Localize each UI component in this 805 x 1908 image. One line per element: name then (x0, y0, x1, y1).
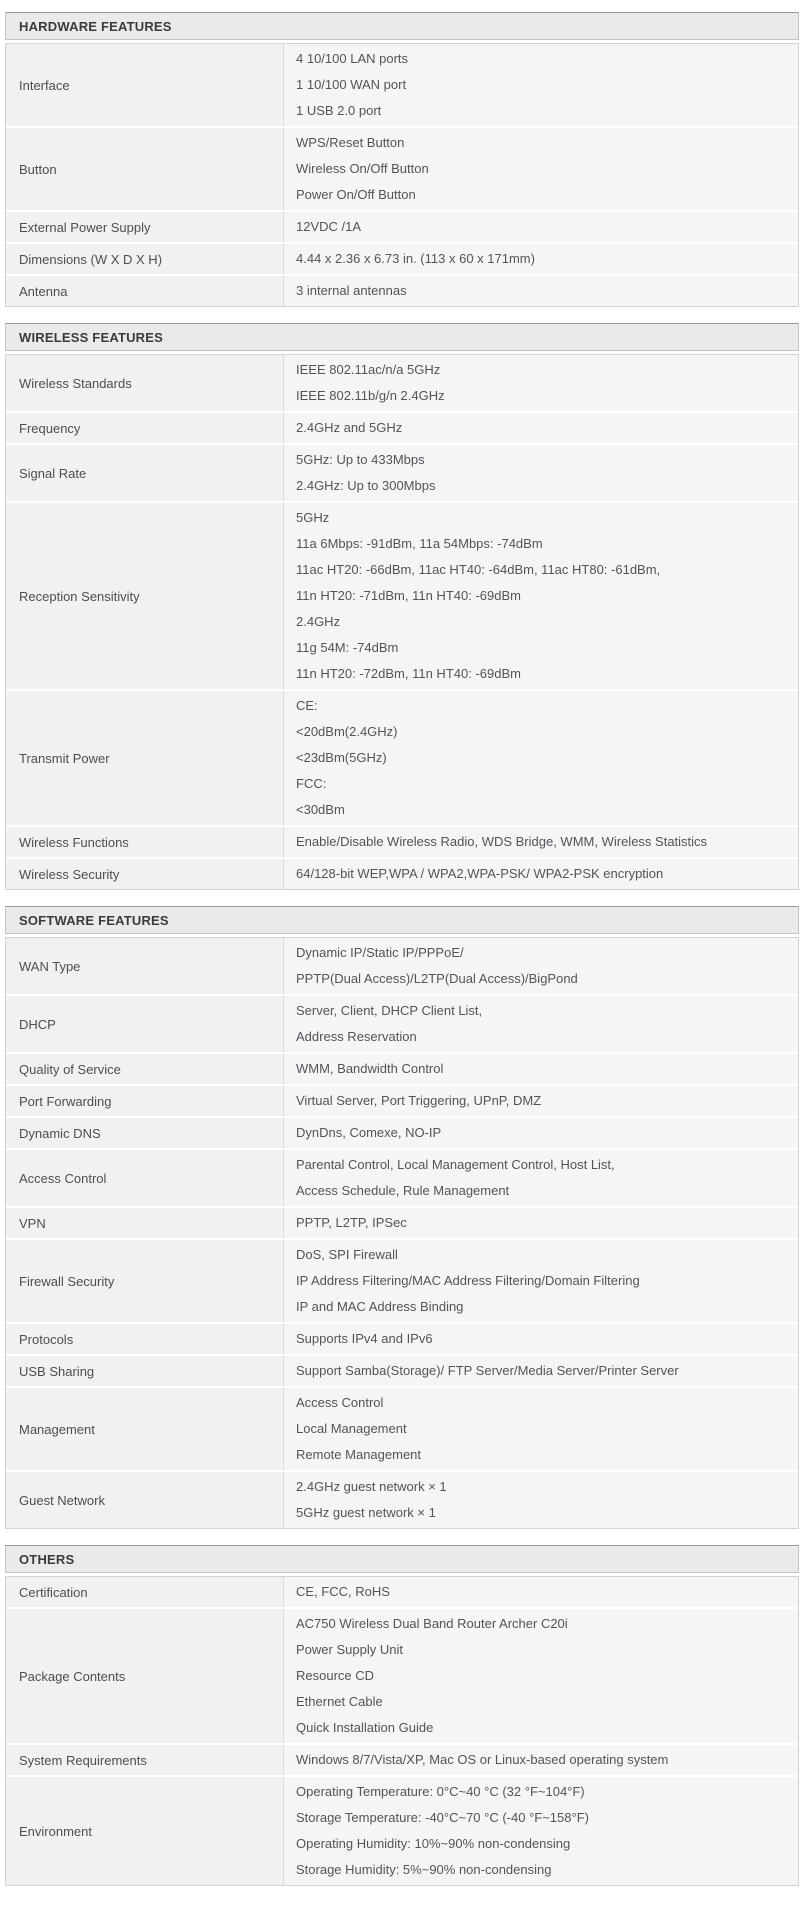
spec-label: Firewall Security (6, 1240, 284, 1322)
spec-value-line: DynDns, Comexe, NO-IP (296, 1125, 442, 1140)
spec-value-line: 3 internal antennas (296, 283, 407, 298)
table-row (6, 1116, 798, 1148)
spec-value-line: <23dBm(5GHz) (296, 750, 387, 765)
spec-value-line: 5GHz (296, 510, 330, 525)
spec-value (284, 1086, 798, 1116)
spec-value-line: 11g 54M: -74dBm (296, 640, 399, 655)
table-row (6, 1386, 798, 1470)
spec-value (284, 244, 798, 274)
spec-label: Interface (6, 44, 284, 126)
spec-value-line: Enable/Disable Wireless Radio, WDS Bridge, WMM, Wireless Statistics (296, 834, 708, 849)
spec-label: Quality of Service (6, 1054, 284, 1084)
spec-value (284, 996, 798, 1052)
spec-value-line: Supports IPv4 and IPv6 (296, 1331, 433, 1346)
spec-value-line: 5GHz guest network × 1 (296, 1505, 436, 1520)
spec-value-line: Server, Client, DHCP Client List, (296, 1003, 483, 1018)
spec-value-line: Windows 8/7/Vista/XP, Mac OS or Linux-based operating system (296, 1752, 669, 1767)
table-row (6, 1084, 798, 1116)
spec-value (284, 1208, 798, 1238)
spec-value-line: AC750 Wireless Dual Band Router Archer C20i (296, 1616, 568, 1631)
spec-value-line: 11a 6Mbps: -91dBm, 11a 54Mbps: -74dBm (296, 536, 543, 551)
spec-value-line: 2.4GHz guest network × 1 (296, 1479, 447, 1494)
spec-value-line: Quick Installation Guide (296, 1720, 434, 1735)
table-row (6, 1322, 798, 1354)
section-body (5, 43, 799, 307)
spec-value (284, 1118, 798, 1148)
table-row (6, 938, 798, 994)
spec-value-line: Storage Temperature: -40°C~70 °C (-40 °F~158°F) (296, 1810, 589, 1825)
spec-value-line: Remote Management (296, 1447, 422, 1462)
table-row (6, 242, 798, 274)
spec-value (284, 44, 798, 126)
spec-label: Protocols (6, 1324, 284, 1354)
section-header (5, 12, 799, 40)
spec-value-line: Dynamic IP/Static IP/PPPoE/ (296, 945, 464, 960)
table-row (6, 1238, 798, 1322)
spec-value-line: 11n HT20: -71dBm, 11n HT40: -69dBm (296, 588, 521, 603)
spec-label: USB Sharing (6, 1356, 284, 1386)
section-body (5, 354, 799, 890)
spec-value-line: WPS/Reset Button (296, 135, 405, 150)
section-header (5, 1545, 799, 1573)
spec-value-line: Address Reservation (296, 1029, 417, 1044)
table-row (6, 355, 798, 411)
spec-value (284, 445, 798, 501)
spec-value (284, 276, 798, 306)
table-row (6, 994, 798, 1052)
spec-value (284, 1472, 798, 1528)
spec-label: Antenna (6, 276, 284, 306)
spec-value-line: Wireless On/Off Button (296, 161, 429, 176)
table-row (6, 210, 798, 242)
spec-value-line: Operating Humidity: 10%~90% non-condensing (296, 1836, 571, 1851)
spec-value-line: WMM, Bandwidth Control (296, 1061, 444, 1076)
spec-label: Wireless Security (6, 859, 284, 889)
table-row (6, 857, 798, 889)
spec-label: External Power Supply (6, 212, 284, 242)
spec-value-line: IEEE 802.11b/g/n 2.4GHz (296, 388, 445, 403)
section-title: SOFTWARE FEATURES (19, 913, 169, 928)
spec-value-line: PPTP, L2TP, IPSec (296, 1215, 407, 1230)
spec-tables (5, 12, 799, 1886)
spec-label: Transmit Power (6, 691, 284, 825)
section-title: OTHERS (19, 1552, 75, 1567)
spec-value-line: CE, FCC, RoHS (296, 1584, 390, 1599)
section-body (5, 1576, 799, 1886)
table-row (6, 1577, 798, 1607)
table-row (6, 1607, 798, 1743)
spec-value (284, 1777, 798, 1885)
spec-value-line: Support Samba(Storage)/ FTP Server/Media Server/Printer Server (296, 1363, 679, 1378)
spec-label: Certification (6, 1577, 284, 1607)
table-row (6, 443, 798, 501)
spec-value (284, 355, 798, 411)
spec-label: VPN (6, 1208, 284, 1238)
spec-value-line: 64/128-bit WEP,WPA / WPA2,WPA-PSK/ WPA2-PSK encryption (296, 866, 664, 881)
spec-label: Dimensions (W X D X H) (6, 244, 284, 274)
spec-value-line: 2.4GHz (296, 614, 341, 629)
spec-section (5, 906, 799, 1529)
spec-value-line: 2.4GHz: Up to 300Mbps (296, 478, 436, 493)
spec-value-line: DoS, SPI Firewall (296, 1247, 398, 1262)
spec-value-line: 11ac HT20: -66dBm, 11ac HT40: -64dBm, 11ac HT80: -61dBm, (296, 562, 661, 577)
spec-value-line: <30dBm (296, 802, 345, 817)
spec-value-line: IP Address Filtering/MAC Address Filtering/Domain Filtering (296, 1273, 640, 1288)
spec-value-line: 2.4GHz and 5GHz (296, 420, 403, 435)
section-title: HARDWARE FEATURES (19, 19, 172, 34)
spec-label: Reception Sensitivity (6, 503, 284, 689)
spec-section (5, 323, 799, 890)
spec-label: Dynamic DNS (6, 1118, 284, 1148)
section-body (5, 937, 799, 1529)
spec-label: Management (6, 1388, 284, 1470)
table-row (6, 126, 798, 210)
spec-label: Wireless Functions (6, 827, 284, 857)
spec-value (284, 827, 798, 857)
spec-section (5, 1545, 799, 1886)
spec-value-line: 1 10/100 WAN port (296, 77, 407, 92)
spec-value-line: PPTP(Dual Access)/L2TP(Dual Access)/BigPond (296, 971, 578, 986)
spec-value-line: CE: (296, 698, 318, 713)
table-row (6, 1354, 798, 1386)
spec-value-line: 12VDC /1A (296, 219, 362, 234)
table-row (6, 411, 798, 443)
spec-value (284, 1150, 798, 1206)
table-row (6, 1775, 798, 1885)
spec-value-line: Access Control (296, 1395, 384, 1410)
spec-value-line: Power On/Off Button (296, 187, 416, 202)
spec-label: Signal Rate (6, 445, 284, 501)
spec-label: Environment (6, 1777, 284, 1885)
section-header (5, 323, 799, 351)
spec-value (284, 1324, 798, 1354)
spec-label: DHCP (6, 996, 284, 1052)
spec-value (284, 938, 798, 994)
spec-value-line: <20dBm(2.4GHz) (296, 724, 398, 739)
spec-value-line: Access Schedule, Rule Management (296, 1183, 510, 1198)
spec-value-line: Virtual Server, Port Triggering, UPnP, DMZ (296, 1093, 542, 1108)
section-title: WIRELESS FEATURES (19, 330, 164, 345)
spec-value-line: Local Management (296, 1421, 407, 1436)
spec-value (284, 859, 798, 889)
spec-label: Package Contents (6, 1609, 284, 1743)
spec-value (284, 503, 798, 689)
spec-value-line: Storage Humidity: 5%~90% non-condensing (296, 1862, 552, 1877)
spec-value (284, 1356, 798, 1386)
spec-value (284, 1609, 798, 1743)
spec-section (5, 12, 799, 307)
section-header (5, 906, 799, 934)
spec-value-line: Parental Control, Local Management Control, Host List, (296, 1157, 615, 1172)
spec-value-line: 11n HT20: -72dBm, 11n HT40: -69dBm (296, 666, 521, 681)
table-row (6, 1052, 798, 1084)
spec-value (284, 1240, 798, 1322)
spec-label: WAN Type (6, 938, 284, 994)
spec-value (284, 691, 798, 825)
spec-value (284, 212, 798, 242)
table-row (6, 825, 798, 857)
spec-label: Guest Network (6, 1472, 284, 1528)
spec-value-line: IP and MAC Address Binding (296, 1299, 464, 1314)
spec-label: Button (6, 128, 284, 210)
table-row (6, 689, 798, 825)
spec-label: Wireless Standards (6, 355, 284, 411)
table-row (6, 1470, 798, 1528)
spec-value (284, 1388, 798, 1470)
table-row (6, 501, 798, 689)
spec-value (284, 1054, 798, 1084)
spec-label: Port Forwarding (6, 1086, 284, 1116)
table-row (6, 1148, 798, 1206)
spec-value-line: Power Supply Unit (296, 1642, 403, 1657)
spec-value-line: Ethernet Cable (296, 1694, 383, 1709)
spec-label: System Requirements (6, 1745, 284, 1775)
spec-value-line: Resource CD (296, 1668, 375, 1683)
spec-value-line: 4.44 x 2.36 x 6.73 in. (113 x 60 x 171mm) (296, 251, 535, 266)
table-row (6, 1743, 798, 1775)
spec-value (284, 128, 798, 210)
spec-value-line: Operating Temperature: 0°C~40 °C (32 °F~104°F) (296, 1784, 585, 1799)
spec-value-line: FCC: (296, 776, 327, 791)
spec-value-line: IEEE 802.11ac/n/a 5GHz (296, 362, 441, 377)
spec-value (284, 1745, 798, 1775)
spec-value (284, 1577, 798, 1607)
table-row (6, 1206, 798, 1238)
spec-value-line: 1 USB 2.0 port (296, 103, 382, 118)
spec-value-line: 4 10/100 LAN ports (296, 51, 409, 66)
spec-label: Access Control (6, 1150, 284, 1206)
spec-value (284, 413, 798, 443)
spec-label: Frequency (6, 413, 284, 443)
spec-value-line: 5GHz: Up to 433Mbps (296, 452, 425, 467)
table-row (6, 44, 798, 126)
table-row (6, 274, 798, 306)
